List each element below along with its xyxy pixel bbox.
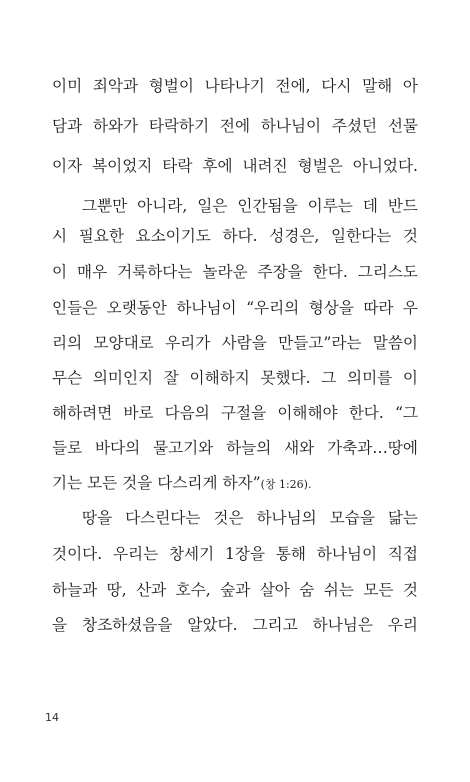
text-line-9: 무슨 의미인지 잘 이해하지 못했다. 그 의미를 이 bbox=[52, 369, 418, 387]
page-number: 14 bbox=[45, 711, 59, 724]
text-line-15: 하늘과 땅, 산과 호수, 숲과 살아 숨 쉬는 모든 것 bbox=[52, 581, 418, 599]
text-line-5: 시 필요한 요소이기도 하다. 성경은, 일한다는 것 bbox=[52, 227, 418, 245]
text-line-1: 이미 죄악과 형벌이 나타나기 전에, 다시 말해 아 bbox=[52, 77, 418, 95]
text-line-12 bbox=[52, 473, 418, 495]
paragraph-2-first-line: 그뿐만 아니라, 일은 인간됨을 이루는 데 반드 bbox=[82, 197, 418, 215]
quote-end: 기는 모든 것을 다스리게 하자” bbox=[52, 474, 261, 492]
text-line-16: 을 창조하셨음을 알았다. 그리고 하나님은 우리 bbox=[52, 616, 418, 634]
text-line-7: 인들은 오랫동안 하나님이 “우리의 형상을 따라 우 bbox=[52, 299, 418, 317]
paragraph-3-first-line: 땅을 다스린다는 것은 하나님의 모습을 닮는 bbox=[82, 509, 418, 527]
text-line-14: 것이다. 우리는 창세기 1장을 통해 하나님이 직접 bbox=[52, 545, 418, 563]
text-line-2: 담과 하와가 타락하기 전에 하나님이 주셨던 선물 bbox=[52, 117, 418, 135]
text-line-8: 리의 모양대로 우리가 사람을 만들고”라는 말씀이 bbox=[52, 334, 418, 352]
text-line-10: 해하려면 바로 다음의 구절을 이해해야 한다. “그 bbox=[52, 404, 418, 422]
scripture-citation: (창 1:26). bbox=[260, 478, 312, 491]
text-line-6: 이 매우 거룩하다는 놀라운 주장을 한다. 그리스도 bbox=[52, 263, 418, 281]
text-line-3: 이자 복이었지 타락 후에 내려진 형벌은 아니었다. bbox=[52, 157, 418, 175]
text-line-11: 들로 바다의 물고기와 하늘의 새와 가축과…땅에 bbox=[52, 439, 418, 457]
